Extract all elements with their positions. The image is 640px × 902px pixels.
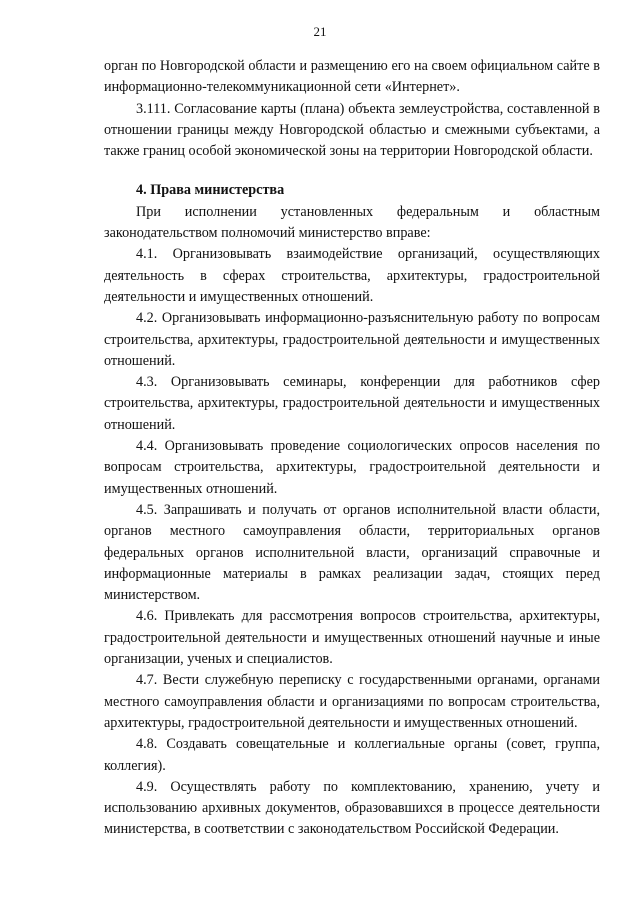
list-item-4-2: 4.2. Организовывать информационно-разъяснительную работу по вопросам строительства, архитектуры, градостроительной деятельности и имущественных отношений.	[104, 310, 600, 369]
list-item-4-7: 4.7. Вести служебную переписку с государственными органами, органами местного самоуправления области и организациями по вопросам строительства, архитектуры, градостроительной деятельности и имущественных отношений.	[104, 672, 600, 731]
page-number: 21	[313, 24, 327, 39]
list-item-4-3: 4.3. Организовывать семинары, конференции для работников сфер строительства, архитектуры, градостроительной деятельности и имущественных отношений.	[104, 374, 600, 433]
paragraph-3-111: 3.111. Согласование карты (плана) объекта землеустройства, составленной в отношении границы между Новгородской областью и смежными субъектами, а также границ особой экономической зоны на территории Новгородской области.	[104, 100, 600, 160]
list-item-4-8: 4.8. Создавать совещательные и коллегиальные органы (совет, группа, коллегия).	[104, 736, 600, 774]
list-item-4-4: 4.4. Организовывать проведение социологических опросов населения по вопросам строительства, архитектуры, градостроительной деятельности и имущественных отношений.	[104, 438, 600, 497]
section-intro: При исполнении установленных федеральным и областным законодательством полномочий министерство вправе:	[104, 203, 600, 242]
list-item-4-5: 4.5. Запрашивать и получать от органов исполнительной власти области, органов местного самоуправления области, территориальных органов федеральных органов исполнительной власти, организаций справочные и информационные материалы в рамках реализации задач, стоящих перед министерством.	[104, 501, 600, 604]
list-item-4-1: 4.1. Организовывать взаимодействие организаций, осуществляющих деятельность в сферах строительства, архитектуры, градостроительной деятельности и имущественных отношений.	[104, 246, 600, 305]
paragraph-continuation: орган по Новгородской области и размещению его на своем официальном сайте в информационно-телекоммуникационной сети «Интернет».	[104, 58, 600, 96]
list-item-4-9: 4.9. Осуществлять работу по комплектованию, хранению, учету и использованию архивных документов, образовавшихся в процессе деятельности министерства, в соответствии с законодательством Российской Федерации.	[104, 778, 600, 838]
section-title: 4. Права министерства	[136, 182, 285, 199]
list-item-4-6: 4.6. Привлекать для рассмотрения вопросов строительства, архитектуры, градостроительной деятельности и имущественных отношений научные и иные организации, ученых и специалистов.	[104, 608, 600, 668]
document-body	[104, 56, 600, 841]
